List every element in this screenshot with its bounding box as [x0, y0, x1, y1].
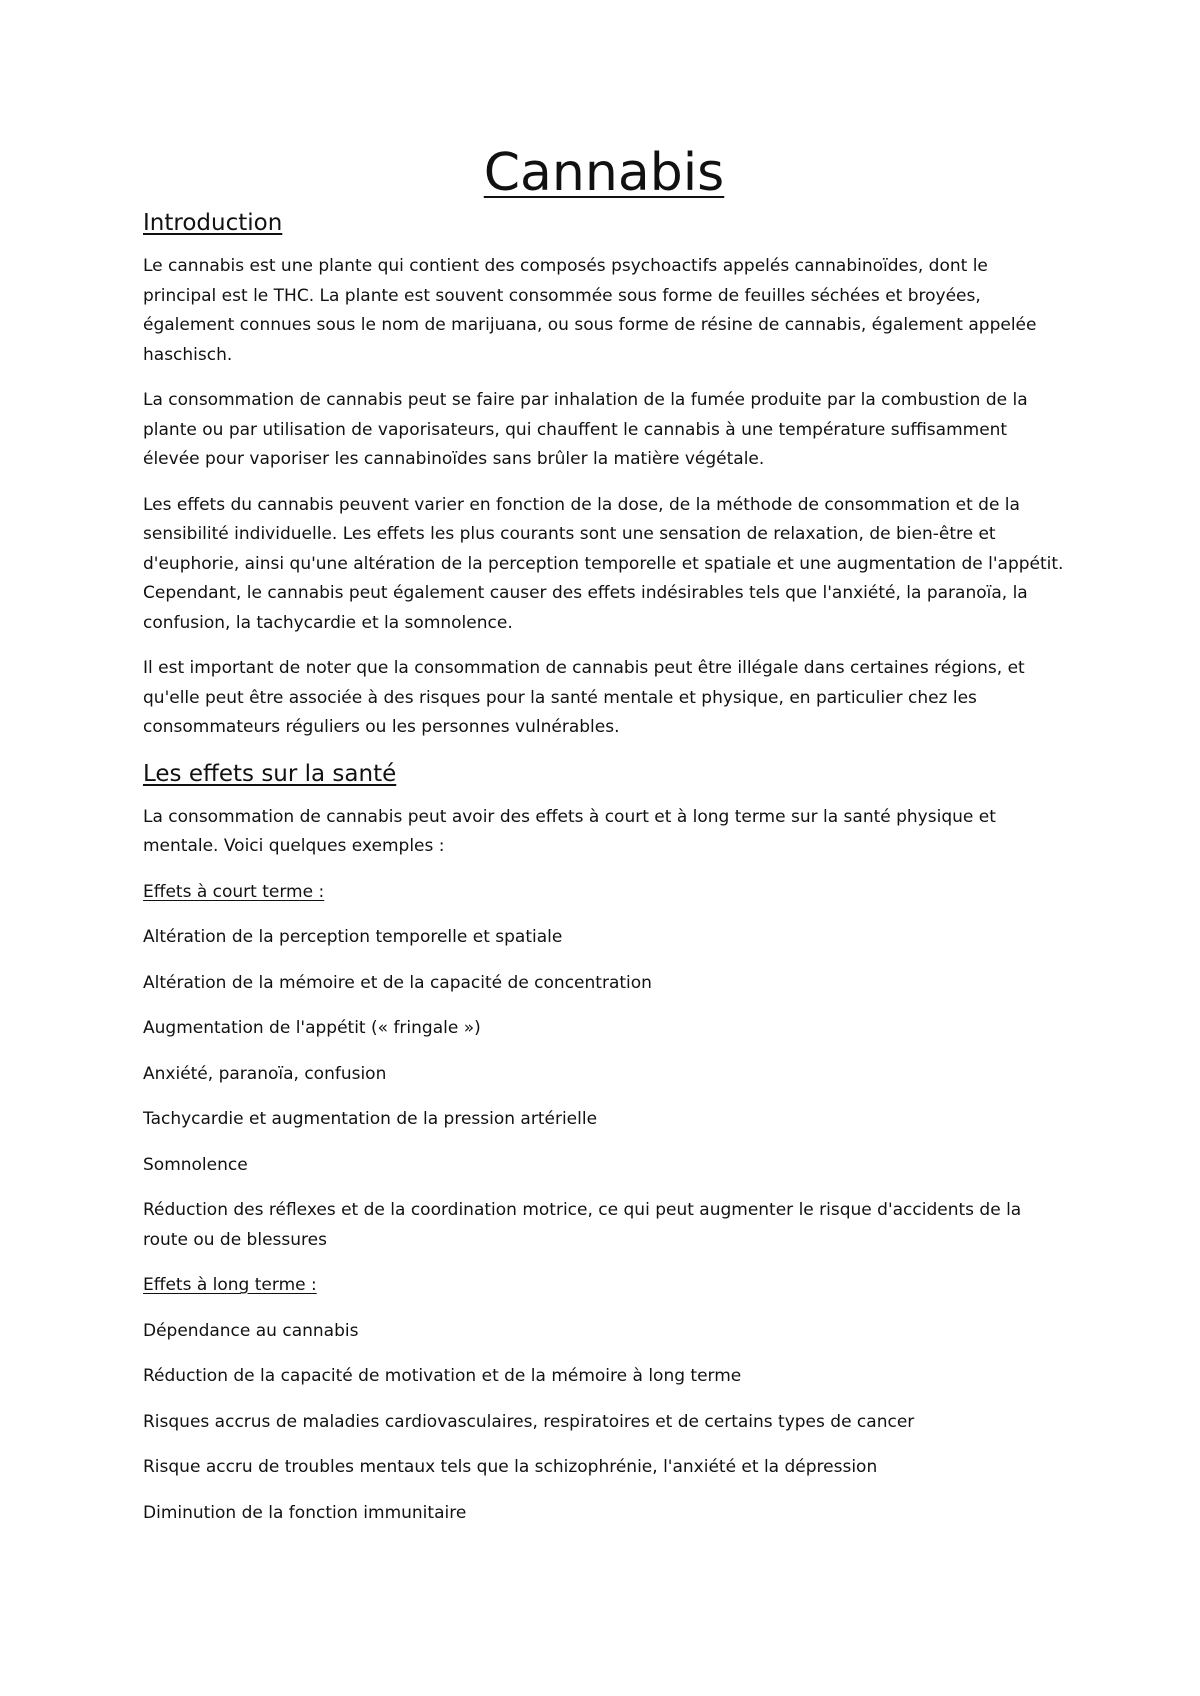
- intro-paragraph: Les effets du cannabis peuvent varier en fonction de la dose, de la méthode de consommation et de la sensibilité individuelle. Les effets les plus courants sont une sensation de relaxation, de bien-être et d'euphorie, ainsi qu'une altération de la perception temporelle et spatiale et une augmentation de l'appétit. Cependant, le cannabis peut également causer des effets indésirables tels que l'anxiété, la paranoïa, la confusion, la tachycardie et la somnolence.: [143, 494, 1064, 633]
- intro-paragraph: Il est important de noter que la consommation de cannabis peut être illégale dans certaines régions, et qu'elle peut être associée à des risques pour la santé mentale et physique, en particulier chez les consommateurs réguliers ou les personnes vulnérables.: [143, 658, 1025, 737]
- short-term-item: Anxiété, paranoïa, confusion: [143, 1063, 387, 1084]
- short-term-heading: [143, 878, 1065, 908]
- short-term-item: Somnolence: [143, 1154, 248, 1175]
- document-title-text: Cannabis: [483, 143, 725, 203]
- long-term-item: Dépendance au cannabis: [143, 1320, 359, 1341]
- health-heading-text: Les effets sur la santé: [143, 760, 397, 787]
- intro-heading: [143, 208, 1065, 238]
- long-term-item: Réduction de la capacité de motivation et de la mémoire à long terme: [143, 1366, 742, 1386]
- intro-heading-text: Introduction: [143, 210, 283, 236]
- short-term-item: Altération de la mémoire et de la capacité de concentration: [143, 972, 652, 993]
- document-body: [143, 140, 1065, 1544]
- long-term-item: Risque accru de troubles mentaux tels que la schizophrénie, l'anxiété et la dépression: [143, 1457, 878, 1477]
- long-term-heading: [143, 1271, 1065, 1301]
- short-term-item: Tachycardie et augmentation de la pression artérielle: [143, 1109, 598, 1129]
- long-term-heading-text: Effets à long terme :: [143, 1275, 317, 1295]
- intro-paragraph: La consommation de cannabis peut se faire par inhalation de la fumée produite par la combustion de la plante ou par utilisation de vaporisateurs, qui chauffent le cannabis à une température suffisamment élevée pour vaporiser les cannabinoïdes sans brûler la matière végétale.: [143, 390, 1028, 469]
- short-term-heading-text: Effets à court terme :: [143, 881, 325, 902]
- long-term-item: Risques accrus de maladies cardiovasculaires, respiratoires et de certains types de cancer: [143, 1411, 915, 1432]
- short-term-item: Réduction des réflexes et de la coordination motrice, ce qui peut augmenter le risque d'accidents de la route ou de blessures: [143, 1200, 1022, 1250]
- health-intro-paragraph: La consommation de cannabis peut avoir des effets à court et à long terme sur la santé physique et mentale. Voici quelques exemples :: [143, 806, 996, 856]
- health-heading: [143, 759, 1065, 789]
- long-term-item: Diminution de la fonction immunitaire: [143, 1502, 467, 1523]
- document-title: [143, 140, 1065, 206]
- intro-paragraph: Le cannabis est une plante qui contient des composés psychoactifs appelés cannabinoïdes, dont le principal est le THC. La plante est souvent consommée sous forme de feuilles séchées et broyées, également connues sous le nom de marijuana, ou sous forme de résine de cannabis, également appelée haschisch.: [143, 256, 1037, 365]
- short-term-item: Augmentation de l'appétit (« fringale »): [143, 1018, 481, 1038]
- short-term-item: Altération de la perception temporelle et spatiale: [143, 927, 563, 947]
